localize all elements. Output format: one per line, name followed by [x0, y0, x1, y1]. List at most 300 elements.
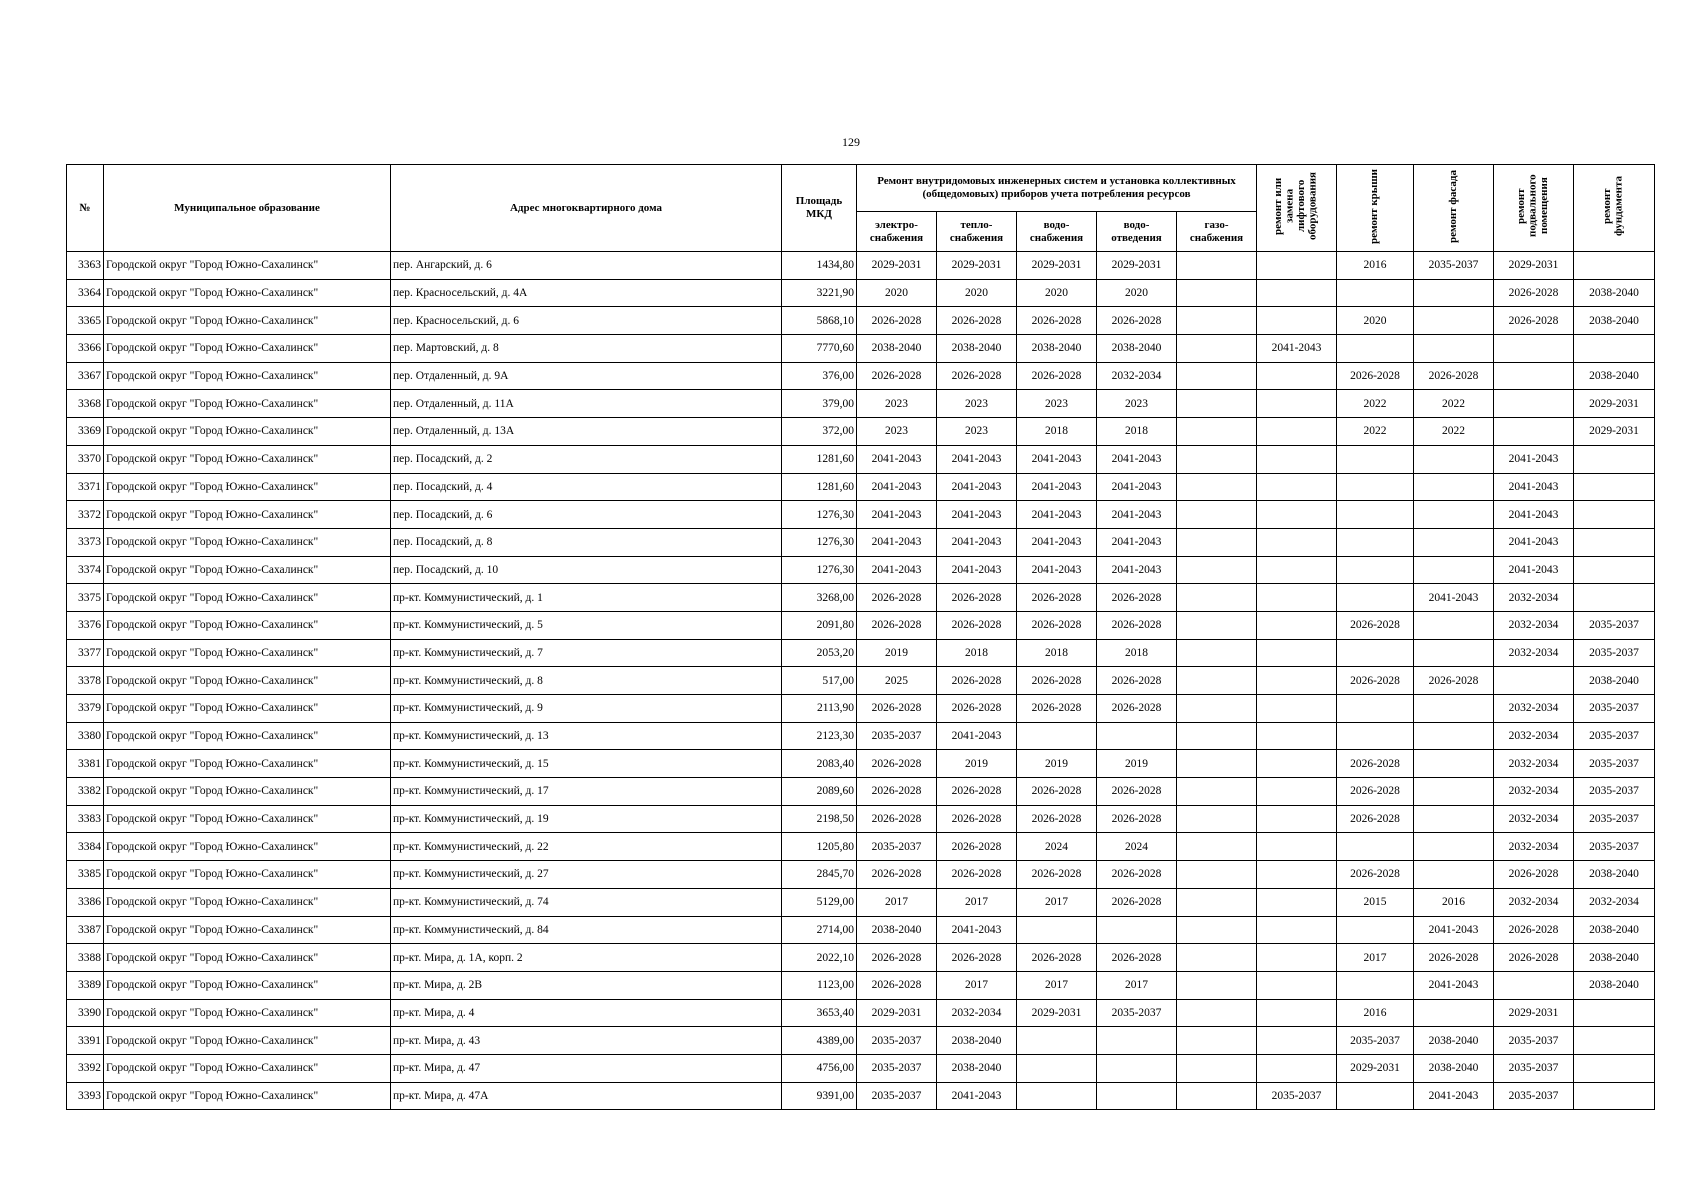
row-electricity: 2041-2043	[857, 528, 937, 556]
row-number: 3365	[67, 307, 104, 335]
row-facade: 2026-2028	[1414, 667, 1494, 695]
table-row	[67, 279, 1655, 307]
table-row	[67, 888, 1655, 916]
row-roof	[1337, 722, 1414, 750]
row-water-supply: 2026-2028	[1017, 695, 1097, 723]
row-facade: 2026-2028	[1414, 944, 1494, 972]
row-foundation: 2035-2037	[1574, 611, 1655, 639]
row-number: 3363	[67, 252, 104, 280]
row-roof	[1337, 335, 1414, 363]
row-gas	[1177, 778, 1257, 806]
row-heating: 2026-2028	[937, 778, 1017, 806]
row-water-supply: 2017	[1017, 971, 1097, 999]
row-sewerage: 2041-2043	[1097, 556, 1177, 584]
row-gas	[1177, 888, 1257, 916]
row-heating: 2026-2028	[937, 833, 1017, 861]
row-municipality: Городской округ "Город Южно-Сахалинск"	[104, 750, 391, 778]
row-lift	[1257, 307, 1337, 335]
row-foundation	[1574, 584, 1655, 612]
row-address: пр-кт. Коммунистический, д. 8	[391, 667, 782, 695]
row-area: 1276,30	[782, 528, 857, 556]
row-gas	[1177, 528, 1257, 556]
row-water-supply: 2026-2028	[1017, 584, 1097, 612]
row-water-supply: 2041-2043	[1017, 473, 1097, 501]
table-row	[67, 252, 1655, 280]
row-water-supply: 2018	[1017, 639, 1097, 667]
row-basement: 2035-2037	[1494, 1027, 1574, 1055]
row-basement: 2026-2028	[1494, 916, 1574, 944]
table-row	[67, 418, 1655, 446]
row-area: 2022,10	[782, 944, 857, 972]
row-roof: 2026-2028	[1337, 778, 1414, 806]
row-municipality: Городской округ "Город Южно-Сахалинск"	[104, 501, 391, 529]
row-heating: 2023	[937, 390, 1017, 418]
row-roof: 2026-2028	[1337, 750, 1414, 778]
row-heating: 2041-2043	[937, 556, 1017, 584]
row-electricity: 2038-2040	[857, 335, 937, 363]
row-heating: 2026-2028	[937, 805, 1017, 833]
row-roof: 2026-2028	[1337, 861, 1414, 889]
row-gas	[1177, 473, 1257, 501]
row-lift	[1257, 833, 1337, 861]
row-address: пер. Отдаленный, д. 13А	[391, 418, 782, 446]
row-number: 3373	[67, 528, 104, 556]
row-foundation: 2038-2040	[1574, 971, 1655, 999]
row-number: 3379	[67, 695, 104, 723]
row-area: 1281,60	[782, 445, 857, 473]
row-gas	[1177, 667, 1257, 695]
row-foundation	[1574, 1027, 1655, 1055]
row-facade	[1414, 778, 1494, 806]
row-roof	[1337, 501, 1414, 529]
row-address: пр-кт. Мира, д. 1А, корп. 2	[391, 944, 782, 972]
row-address: пр-кт. Коммунистический, д. 17	[391, 778, 782, 806]
table-row	[67, 833, 1655, 861]
row-electricity: 2029-2031	[857, 252, 937, 280]
row-foundation: 2029-2031	[1574, 390, 1655, 418]
row-basement: 2041-2043	[1494, 473, 1574, 501]
row-foundation: 2038-2040	[1574, 307, 1655, 335]
row-number: 3368	[67, 390, 104, 418]
row-gas	[1177, 695, 1257, 723]
row-municipality: Городской округ "Город Южно-Сахалинск"	[104, 971, 391, 999]
row-basement: 2041-2043	[1494, 556, 1574, 584]
row-sewerage: 2023	[1097, 390, 1177, 418]
table-row	[67, 584, 1655, 612]
row-lift	[1257, 695, 1337, 723]
row-heating: 2041-2043	[937, 528, 1017, 556]
row-area: 1276,30	[782, 501, 857, 529]
row-roof	[1337, 445, 1414, 473]
row-facade	[1414, 695, 1494, 723]
table-row	[67, 473, 1655, 501]
table-row	[67, 971, 1655, 999]
row-sewerage: 2038-2040	[1097, 335, 1177, 363]
row-roof: 2017	[1337, 944, 1414, 972]
row-basement: 2032-2034	[1494, 833, 1574, 861]
row-facade	[1414, 611, 1494, 639]
row-facade	[1414, 279, 1494, 307]
row-lift	[1257, 750, 1337, 778]
row-gas	[1177, 833, 1257, 861]
row-basement: 2032-2034	[1494, 639, 1574, 667]
row-facade	[1414, 445, 1494, 473]
row-municipality: Городской округ "Город Южно-Сахалинск"	[104, 279, 391, 307]
row-basement: 2032-2034	[1494, 778, 1574, 806]
row-area: 3653,40	[782, 999, 857, 1027]
row-basement: 2029-2031	[1494, 252, 1574, 280]
row-basement	[1494, 418, 1574, 446]
row-foundation	[1574, 1082, 1655, 1110]
row-gas	[1177, 999, 1257, 1027]
page-number: 129	[842, 135, 860, 149]
row-roof: 2026-2028	[1337, 611, 1414, 639]
row-basement	[1494, 667, 1574, 695]
table-body	[67, 252, 1655, 1110]
row-foundation	[1574, 999, 1655, 1027]
row-roof	[1337, 916, 1414, 944]
row-electricity: 2026-2028	[857, 778, 937, 806]
row-facade: 2041-2043	[1414, 1082, 1494, 1110]
row-area: 2113,90	[782, 695, 857, 723]
row-electricity: 2041-2043	[857, 473, 937, 501]
row-roof: 2022	[1337, 418, 1414, 446]
row-lift: 2035-2037	[1257, 1082, 1337, 1110]
row-roof	[1337, 1082, 1414, 1110]
row-sewerage: 2026-2028	[1097, 888, 1177, 916]
row-basement: 2032-2034	[1494, 611, 1574, 639]
row-municipality: Городской округ "Город Южно-Сахалинск"	[104, 528, 391, 556]
row-electricity: 2026-2028	[857, 944, 937, 972]
row-address: пр-кт. Коммунистический, д. 27	[391, 861, 782, 889]
row-water-supply: 2018	[1017, 418, 1097, 446]
row-roof: 2022	[1337, 390, 1414, 418]
row-basement	[1494, 335, 1574, 363]
row-foundation	[1574, 445, 1655, 473]
row-water-supply: 2041-2043	[1017, 445, 1097, 473]
row-number: 3386	[67, 888, 104, 916]
row-area: 7770,60	[782, 335, 857, 363]
row-municipality: Городской округ "Город Южно-Сахалинск"	[104, 390, 391, 418]
row-foundation: 2038-2040	[1574, 667, 1655, 695]
row-facade: 2022	[1414, 418, 1494, 446]
row-foundation: 2038-2040	[1574, 362, 1655, 390]
row-electricity: 2023	[857, 390, 937, 418]
row-foundation	[1574, 528, 1655, 556]
row-facade	[1414, 556, 1494, 584]
row-address: пер. Отдаленный, д. 11А	[391, 390, 782, 418]
row-number: 3376	[67, 611, 104, 639]
row-facade	[1414, 528, 1494, 556]
row-electricity: 2029-2031	[857, 999, 937, 1027]
row-water-supply	[1017, 1027, 1097, 1055]
row-lift	[1257, 252, 1337, 280]
row-basement: 2032-2034	[1494, 722, 1574, 750]
row-number: 3377	[67, 639, 104, 667]
row-heating: 2026-2028	[937, 861, 1017, 889]
row-heating: 2032-2034	[937, 999, 1017, 1027]
row-lift	[1257, 362, 1337, 390]
table-row	[67, 778, 1655, 806]
row-electricity: 2020	[857, 279, 937, 307]
row-facade	[1414, 722, 1494, 750]
table-row	[67, 667, 1655, 695]
row-sewerage	[1097, 916, 1177, 944]
row-gas	[1177, 639, 1257, 667]
row-water-supply: 2026-2028	[1017, 944, 1097, 972]
row-lift	[1257, 279, 1337, 307]
row-sewerage: 2041-2043	[1097, 473, 1177, 501]
row-area: 379,00	[782, 390, 857, 418]
row-municipality: Городской округ "Город Южно-Сахалинск"	[104, 307, 391, 335]
row-heating: 2026-2028	[937, 362, 1017, 390]
row-number: 3385	[67, 861, 104, 889]
row-lift	[1257, 445, 1337, 473]
row-lift	[1257, 778, 1337, 806]
row-number: 3382	[67, 778, 104, 806]
row-foundation: 2035-2037	[1574, 695, 1655, 723]
row-heating: 2029-2031	[937, 252, 1017, 280]
row-facade	[1414, 639, 1494, 667]
table-row	[67, 528, 1655, 556]
row-sewerage: 2026-2028	[1097, 584, 1177, 612]
row-basement: 2032-2034	[1494, 584, 1574, 612]
row-foundation	[1574, 252, 1655, 280]
row-water-supply	[1017, 1054, 1097, 1082]
row-lift	[1257, 805, 1337, 833]
row-basement: 2032-2034	[1494, 805, 1574, 833]
row-facade	[1414, 307, 1494, 335]
row-lift	[1257, 667, 1337, 695]
row-municipality: Городской округ "Город Южно-Сахалинск"	[104, 833, 391, 861]
row-basement: 2041-2043	[1494, 528, 1574, 556]
row-address: пер. Красносельский, д. 6	[391, 307, 782, 335]
row-electricity: 2038-2040	[857, 916, 937, 944]
row-municipality: Городской округ "Город Южно-Сахалинск"	[104, 667, 391, 695]
row-address: пр-кт. Коммунистический, д. 5	[391, 611, 782, 639]
row-lift	[1257, 999, 1337, 1027]
row-lift	[1257, 888, 1337, 916]
row-number: 3388	[67, 944, 104, 972]
row-water-supply: 2041-2043	[1017, 501, 1097, 529]
row-area: 376,00	[782, 362, 857, 390]
row-number: 3378	[67, 667, 104, 695]
row-municipality: Городской округ "Город Южно-Сахалинск"	[104, 418, 391, 446]
row-heating: 2020	[937, 279, 1017, 307]
table-row	[67, 1082, 1655, 1110]
row-roof	[1337, 473, 1414, 501]
row-lift	[1257, 1054, 1337, 1082]
col-header-electricity: электро-снабжения	[857, 212, 937, 252]
table-row	[67, 695, 1655, 723]
row-gas	[1177, 722, 1257, 750]
col-header-heating: тепло-снабжения	[937, 212, 1017, 252]
row-address: пер. Посадский, д. 2	[391, 445, 782, 473]
row-foundation: 2038-2040	[1574, 279, 1655, 307]
row-heating: 2041-2043	[937, 445, 1017, 473]
col-header-address: Адрес многоквартирного дома	[391, 165, 782, 252]
row-municipality: Городской округ "Город Южно-Сахалинск"	[104, 252, 391, 280]
row-number: 3384	[67, 833, 104, 861]
row-water-supply: 2024	[1017, 833, 1097, 861]
row-lift	[1257, 418, 1337, 446]
table-row	[67, 307, 1655, 335]
row-water-supply	[1017, 722, 1097, 750]
row-basement: 2032-2034	[1494, 888, 1574, 916]
row-address: пр-кт. Мира, д. 43	[391, 1027, 782, 1055]
row-foundation: 2035-2037	[1574, 805, 1655, 833]
row-electricity: 2035-2037	[857, 1082, 937, 1110]
row-lift	[1257, 722, 1337, 750]
row-water-supply	[1017, 1082, 1097, 1110]
row-lift	[1257, 916, 1337, 944]
row-municipality: Городской округ "Город Южно-Сахалинск"	[104, 335, 391, 363]
row-number: 3367	[67, 362, 104, 390]
row-gas	[1177, 418, 1257, 446]
row-sewerage: 2041-2043	[1097, 445, 1177, 473]
row-area: 2845,70	[782, 861, 857, 889]
row-water-supply: 2017	[1017, 888, 1097, 916]
row-address: пр-кт. Коммунистический, д. 22	[391, 833, 782, 861]
row-area: 4756,00	[782, 1054, 857, 1082]
row-gas	[1177, 916, 1257, 944]
row-electricity: 2025	[857, 667, 937, 695]
row-municipality: Городской округ "Город Южно-Сахалинск"	[104, 722, 391, 750]
row-gas	[1177, 971, 1257, 999]
row-municipality: Городской округ "Город Южно-Сахалинск"	[104, 1082, 391, 1110]
row-foundation: 2035-2037	[1574, 778, 1655, 806]
row-heating: 2041-2043	[937, 722, 1017, 750]
row-address: пер. Посадский, д. 4	[391, 473, 782, 501]
row-water-supply: 2029-2031	[1017, 252, 1097, 280]
row-municipality: Городской округ "Город Южно-Сахалинск"	[104, 861, 391, 889]
row-roof	[1337, 556, 1414, 584]
row-basement: 2029-2031	[1494, 999, 1574, 1027]
row-municipality: Городской округ "Город Южно-Сахалинск"	[104, 999, 391, 1027]
table-row	[67, 861, 1655, 889]
row-facade: 2016	[1414, 888, 1494, 916]
row-basement: 2035-2037	[1494, 1054, 1574, 1082]
row-number: 3383	[67, 805, 104, 833]
row-heating: 2018	[937, 639, 1017, 667]
row-municipality: Городской округ "Город Южно-Сахалинск"	[104, 916, 391, 944]
row-water-supply	[1017, 916, 1097, 944]
row-municipality: Городской округ "Город Южно-Сахалинск"	[104, 584, 391, 612]
row-gas	[1177, 279, 1257, 307]
row-electricity: 2023	[857, 418, 937, 446]
col-header-number: №	[67, 165, 104, 252]
row-address: пр-кт. Коммунистический, д. 84	[391, 916, 782, 944]
row-sewerage: 2026-2028	[1097, 695, 1177, 723]
row-lift	[1257, 473, 1337, 501]
row-water-supply: 2026-2028	[1017, 861, 1097, 889]
row-sewerage: 2026-2028	[1097, 778, 1177, 806]
row-sewerage: 2032-2034	[1097, 362, 1177, 390]
row-sewerage: 2026-2028	[1097, 307, 1177, 335]
row-facade: 2038-2040	[1414, 1054, 1494, 1082]
row-area: 517,00	[782, 667, 857, 695]
row-water-supply: 2038-2040	[1017, 335, 1097, 363]
row-municipality: Городской округ "Город Южно-Сахалинск"	[104, 639, 391, 667]
row-foundation: 2035-2037	[1574, 833, 1655, 861]
row-sewerage: 2020	[1097, 279, 1177, 307]
row-sewerage: 2026-2028	[1097, 861, 1177, 889]
row-facade: 2038-2040	[1414, 1027, 1494, 1055]
row-address: пер. Посадский, д. 10	[391, 556, 782, 584]
row-gas	[1177, 252, 1257, 280]
row-roof	[1337, 971, 1414, 999]
table-row	[67, 1027, 1655, 1055]
repair-schedule-table	[66, 164, 1655, 1110]
row-gas	[1177, 750, 1257, 778]
row-heating: 2041-2043	[937, 473, 1017, 501]
row-area: 2091,80	[782, 611, 857, 639]
row-heating: 2026-2028	[937, 584, 1017, 612]
row-gas	[1177, 861, 1257, 889]
row-number: 3387	[67, 916, 104, 944]
row-number: 3389	[67, 971, 104, 999]
row-roof: 2026-2028	[1337, 362, 1414, 390]
table-row	[67, 611, 1655, 639]
table-header	[67, 165, 1655, 252]
row-heating: 2038-2040	[937, 1054, 1017, 1082]
row-water-supply: 2026-2028	[1017, 611, 1097, 639]
row-water-supply: 2029-2031	[1017, 999, 1097, 1027]
col-header-group-engineering: Ремонт внутридомовых инженерных систем и установка коллективных (общедомовых) приборов учета потребления ресурсов	[857, 165, 1257, 212]
row-lift	[1257, 611, 1337, 639]
row-number: 3390	[67, 999, 104, 1027]
row-area: 5129,00	[782, 888, 857, 916]
row-facade	[1414, 999, 1494, 1027]
row-basement	[1494, 971, 1574, 999]
row-address: пр-кт. Коммунистический, д. 15	[391, 750, 782, 778]
row-area: 9391,00	[782, 1082, 857, 1110]
row-electricity: 2026-2028	[857, 362, 937, 390]
row-basement: 2026-2028	[1494, 861, 1574, 889]
row-electricity: 2017	[857, 888, 937, 916]
col-header-area: Площадь МКД	[782, 165, 857, 252]
row-heating: 2017	[937, 971, 1017, 999]
row-basement: 2041-2043	[1494, 501, 1574, 529]
row-number: 3372	[67, 501, 104, 529]
row-area: 3268,00	[782, 584, 857, 612]
row-gas	[1177, 1082, 1257, 1110]
table-row	[67, 916, 1655, 944]
row-heating: 2026-2028	[937, 307, 1017, 335]
row-gas	[1177, 556, 1257, 584]
row-area: 4389,00	[782, 1027, 857, 1055]
row-basement	[1494, 362, 1574, 390]
row-roof: 2020	[1337, 307, 1414, 335]
row-address: пр-кт. Мира, д. 47	[391, 1054, 782, 1082]
row-area: 2123,30	[782, 722, 857, 750]
row-electricity: 2026-2028	[857, 611, 937, 639]
row-facade	[1414, 501, 1494, 529]
row-heating: 2026-2028	[937, 944, 1017, 972]
row-foundation	[1574, 1054, 1655, 1082]
row-address: пер. Посадский, д. 8	[391, 528, 782, 556]
table-row	[67, 445, 1655, 473]
row-facade	[1414, 833, 1494, 861]
row-sewerage: 2041-2043	[1097, 528, 1177, 556]
row-facade	[1414, 473, 1494, 501]
row-electricity: 2041-2043	[857, 501, 937, 529]
row-water-supply: 2020	[1017, 279, 1097, 307]
row-foundation: 2035-2037	[1574, 750, 1655, 778]
row-gas	[1177, 362, 1257, 390]
col-header-gas: газо-снабжения	[1177, 212, 1257, 252]
row-heating: 2041-2043	[937, 501, 1017, 529]
